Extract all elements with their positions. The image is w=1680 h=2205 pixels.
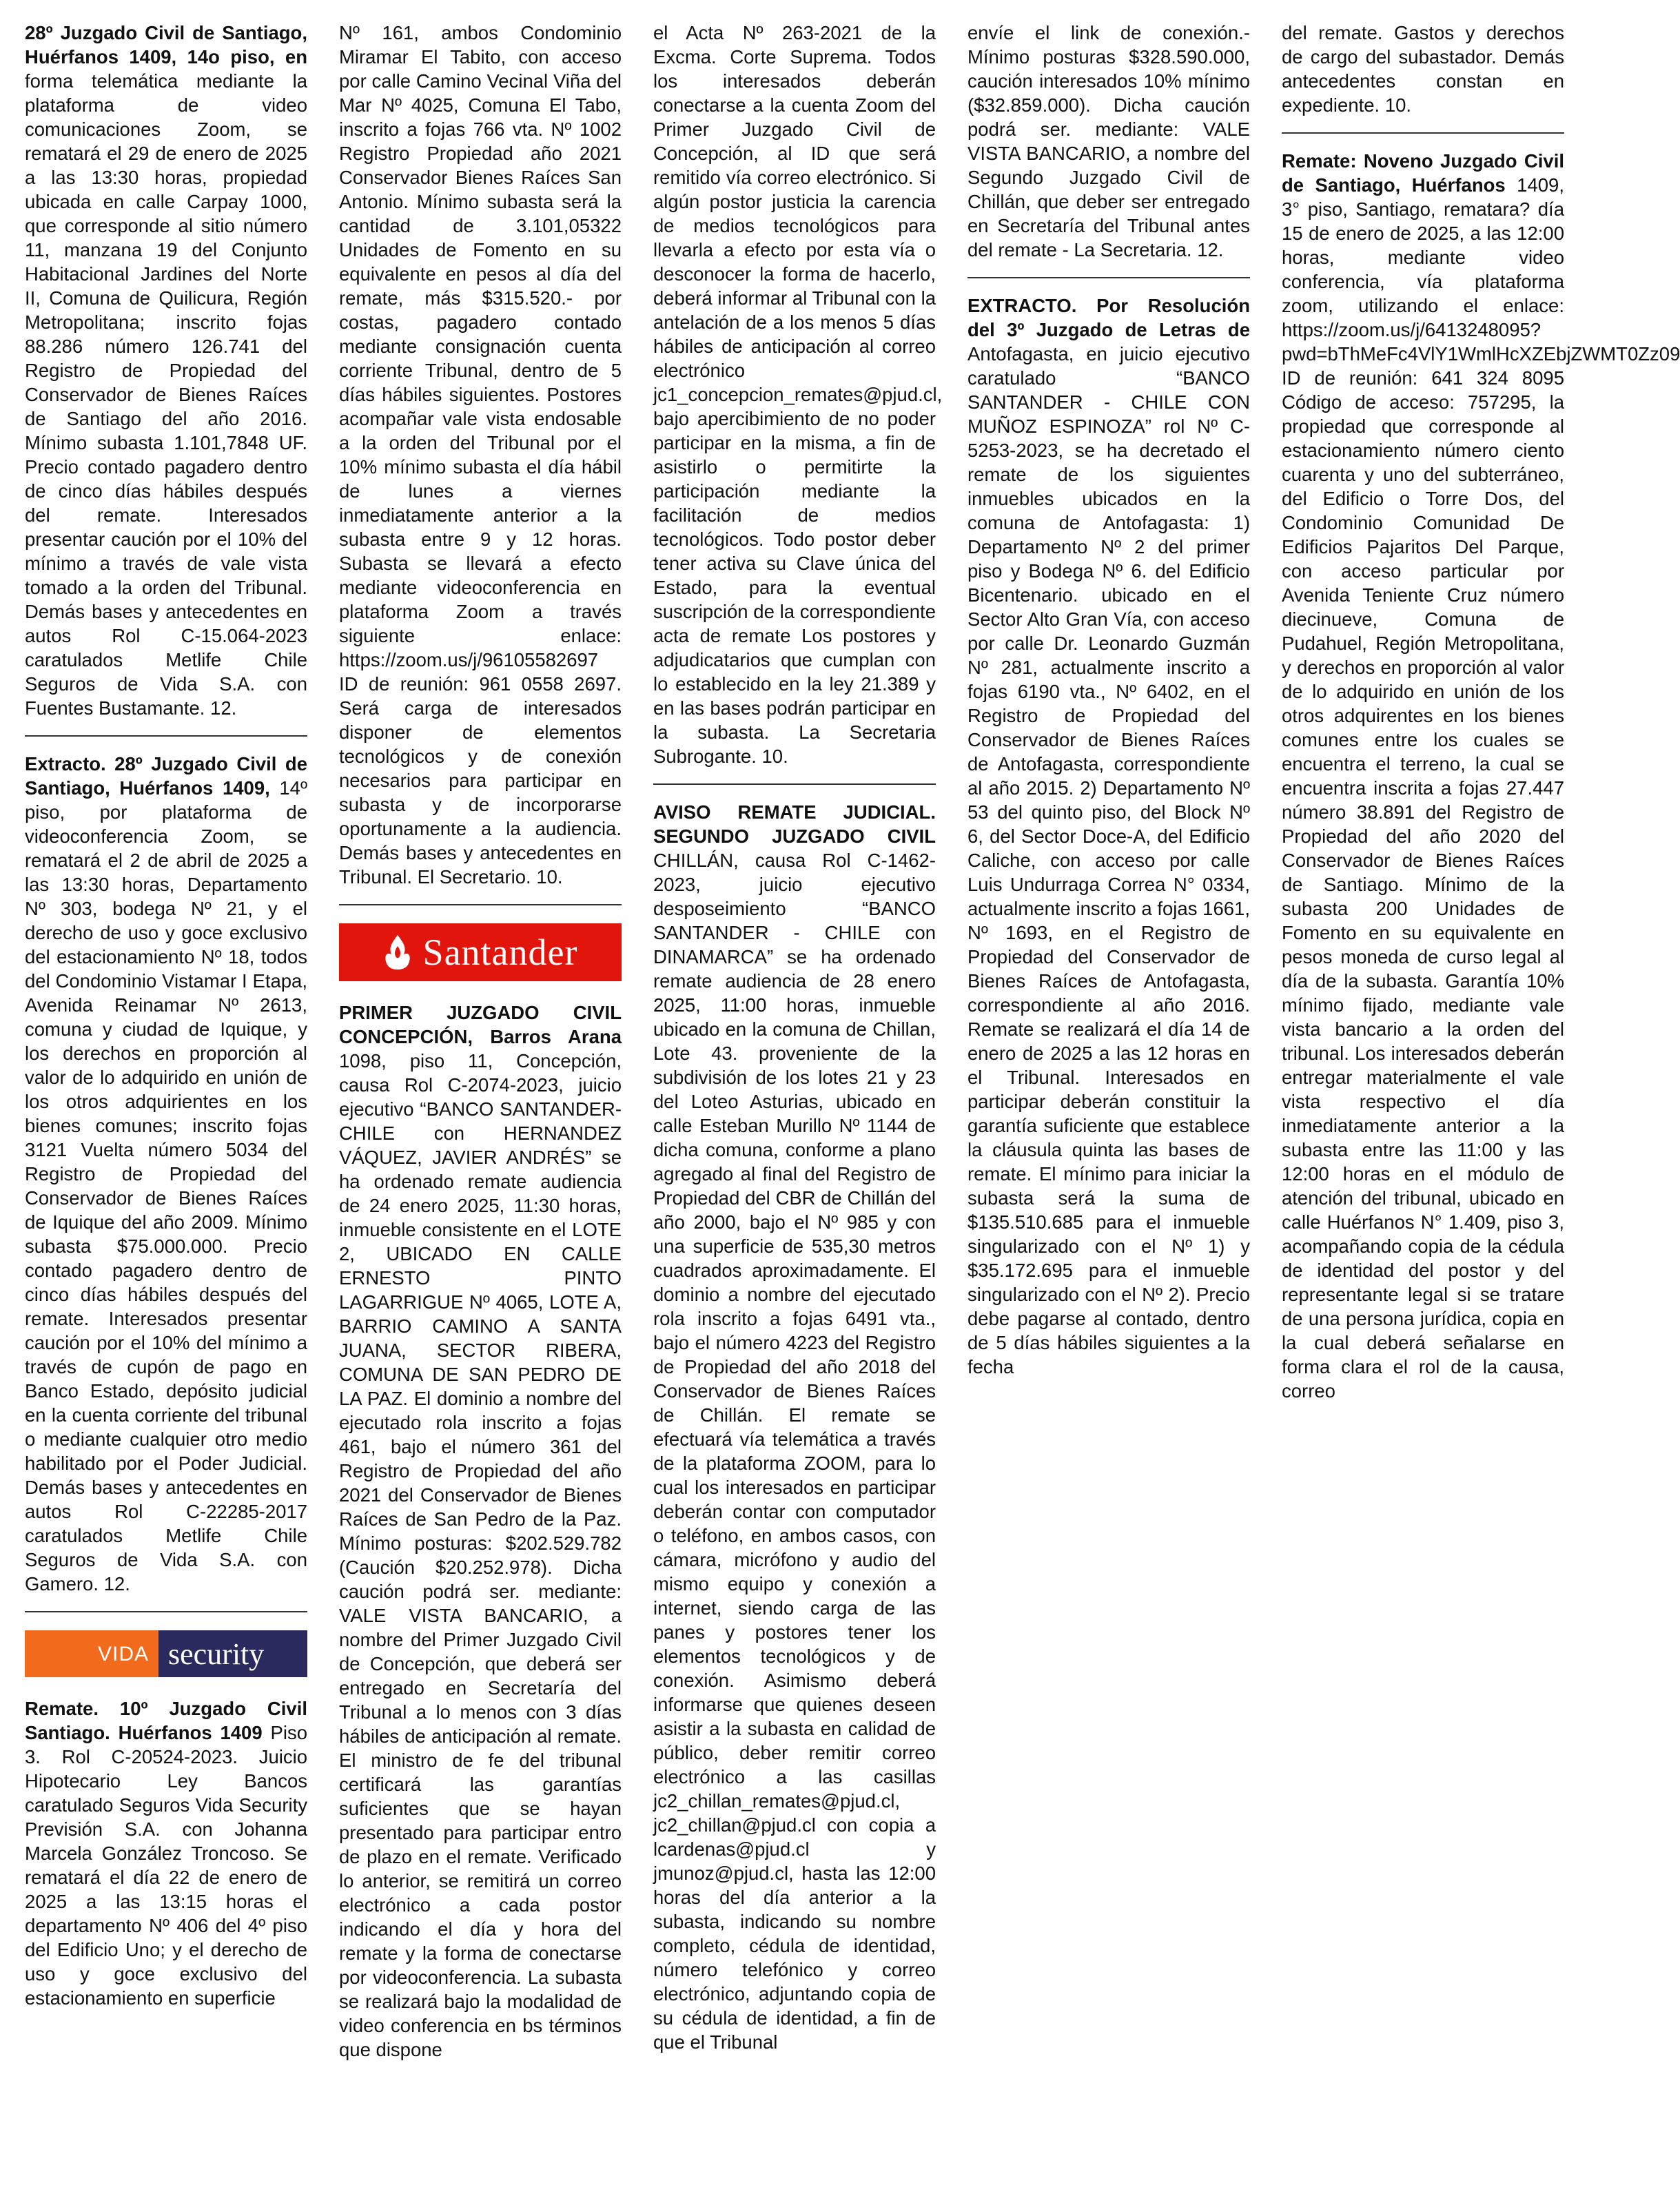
notice-heading: Remate. 10º Juzgado Civil Santiago. Huérfanos 1409 <box>25 1698 307 1743</box>
notice-body: envíe el link de conexión.- Mínimo posturas $328.590.000, caución interesados 10% mínimo ($32.859.000). Dicha caución podrá ser. mediante: VALE VISTA BANCARIO, a nombre del Segundo Juzgado Civil de Chillán, que deber ser entregado en Secretaría del Tribunal antes del remate - La Secretaria. 12. <box>967 22 1250 260</box>
column-2 <box>339 21 622 2205</box>
divider <box>967 277 1250 278</box>
notice-remate-28-juzgado-carpay <box>25 21 307 720</box>
notice-body: el Acta Nº 263-2021 de la Excma. Corte Suprema. Todos los interesados deberán conectarse a la cuenta Zoom del Primer Juzgado Civil de Concepción, al ID que será remitido vía correo electrónico. Si algún postor justicia la carencia de medios tecnológicos para llevarla a efecto por esta vía o desconocer la forma de hacerlo, deberá informar al Tribunal con la antelación de a los menos 5 días hábiles de anticipación al correo electrónico jc1_concepcion_remates@pjud.cl, bajo apercibimiento de no poder participar en la misma, a fin de asistirlo o permitirte la participación mediante la facilitación de medios tecnológicos. Todo postor deber tener activa su Clave única del Estado, para la eventual suscripción de la correspondiente acta de remate Los postores y adjudicatarios que cumplan con lo establecido en la ley 21.389 y en las bases podrán participar en la subasta. La Secretaria Subrogante. 10. <box>653 22 943 767</box>
notice-remate-noveno-juzgado <box>1282 149 1680 1403</box>
column-3 <box>653 21 943 2205</box>
notice-primer-juzgado-concepcion <box>339 1001 622 2062</box>
notice-continuation-concepcion <box>653 21 943 768</box>
column-1 <box>25 21 307 2205</box>
notice-body: CHILLÁN, causa Rol C-1462-2023, juicio ejecutivo desposeimiento “BANCO SANTANDER - CHILE con DINAMARCA” se ha ordenado remate audiencia de 28 enero 2025, 11:00 horas, inmueble ubicado en la comuna de Chillan, Lote 43. proveniente de la subdivisión de los lotes 21 y 23 del Loteo Asturias, ubicado en calle Esteban Murillo Nº 1144 de dicha comuna, conforme a plano agregado al final del Registro de Propiedad del CBR de Chillán del año 2000, bajo el Nº 985 y con una superficie de 535,30 metros cuadrados aproximadamente. El dominio a nombre del ejecutado rola inscrito a fojas 6491 vta., bajo el número 4223 del Registro de Propiedad del año 2018 del Conservador de Bienes Raíces de Chillán. El remate se efectuará vía telemática a través de la plataforma ZOOM, para lo cual los interesados en participar deberán contar con computador o teléfono, en ambos casos, con cámara, micrófono y audio del mismo equipo y conexión a internet, siendo carga de las panes y postores tener los elementos tecnológicos y de conexión. Asimismo deberá informarse que quienes deseen asistir a la subasta en calidad de público, deber remitir correo electrónico a las casillas jc2_chillan_remates@pjud.cl, jc2_chillan@pjud.cl con copia a lcardenas@pjud.cl y jmunoz@pjud.cl, hasta las 12:00 horas del día anterior a la subasta, indicando su nombre completo, cédula de identidad, número telefónico y correo electrónico, adjuntando copia de su cédula de identidad, a fin de que el Tribunal <box>653 850 936 2053</box>
notice-extracto-28-juzgado-iquique <box>25 752 307 1596</box>
notice-heading: 28º Juzgado Civil de Santiago, Huérfanos 1409, 14o piso, en <box>25 22 307 68</box>
notice-heading: PRIMER JUZGADO CIVIL CONCEPCIÓN, Barros Arana <box>339 1002 622 1047</box>
notice-continuation-el-tabito <box>339 21 622 889</box>
notice-heading: EXTRACTO. Por Resolución del 3º Juzgado de Letras de <box>967 295 1250 340</box>
notice-body: Piso 3. Rol C-20524-2023. Juicio Hipotecario Ley Bancos caratulado Seguros Vida Security Previsión S.A. con Johanna Marcela González Troncoso. Se rematará el día 22 de enero de 2025 a las 13:15 horas el departamento Nº 406 del 4º piso del Edificio Uno; y el derecho de uso y goce exclusivo del estacionamiento en superficie <box>25 1722 308 2009</box>
divider <box>25 1611 307 1612</box>
notice-body: Antofagasta, en juicio ejecutivo caratulado “BANCO SANTANDER - CHILE CON MUÑOZ ESPINOZA” rol Nº C-5253-2023, se ha decretado el remate de los siguientes inmuebles ubicados en la comuna de Antofagasta: 1) Departamento Nº 2 del primer piso y Bodega Nº 6. del Edificio Bicentenario. ubicado en el Sector Alto Gran Vía, con acceso por calle Dr. Leonardo Guzmán Nº 281, actualmente inscrito a fojas 6190 vta., Nº 6402, en el Registro de Propiedad del Conservador de Bienes Raíces de Antofagasta, correspondiente al año 2015. 2) Departamento Nº 53 del quinto piso, del Block Nº 6, del Sector Doce-A, del Edificio Caliche, con acceso por calle Luis Undurraga Correa N° 0334, actualmente inscrito a fojas 1661, Nº 1693, en el Registro de Propiedad del Conservador de Bienes Raíces de Antofagasta, correspondiente al año 2016. Remate se realizará el día 14 de enero de 2025 a las 12 horas en el Tribunal. Interesados en participar deberán constituir la garantía suficiente que establece la cláusula quinta las bases de remate. El mínimo para iniciar la subasta será la suma de $135.510.685 para el inmueble singularizado con el Nº 1) y $35.172.695 para el inmueble singularizado con el Nº 2). Precio debe pagarse al contado, dentro de 5 días hábiles siguientes a la fecha <box>967 343 1250 1377</box>
notice-continuation-antofagasta <box>1282 21 1564 117</box>
notice-body: 1098, piso 11, Concepción, causa Rol C-2074-2023, juicio ejecutivo “BANCO SANTANDER-CHILE con HERNANDEZ VÁQUEZ, JAVIER ANDRÉS” se ha ordenado remate audiencia de 24 enero 2025, 11:30 horas, inmueble consistente en el LOTE 2, UBICADO EN CALLE ERNESTO PINTO LAGARRIGUE Nº 4065, LOTE A, BARRIO CAMINO A SANTA JUANA, SECTOR RIBERA, COMUNA DE SAN PEDRO DE LA PAZ. El dominio a nombre del ejecutado rola inscrito a fojas 461, bajo el número 361 del Registro de Propiedad del año 2021 del Conservador de Bienes Raíces de San Pedro de la Paz. Mínimo posturas: $202.529.782 (Caución $20.252.978). Dicha caución podrá ser. mediante: VALE VISTA BANCARIO, a nombre del Primer Juzgado Civil de Concepción, que deberá ser entregado en Secretaría del Tribunal a lo menos con 3 días hábiles de anticipación al remate. El ministro de fe del tribunal certificará las garantías suficientes que se hayan presentado para participar entro de plazo en el remate. Verificado lo anterior, se remitirá un correo electrónico a cada postor indicando el día y hora del remate y la forma de conectarse por videoconferencia. La subasta se realizará bajo la modalidad de video conferencia en bs términos que dispone <box>339 1050 622 2060</box>
divider <box>653 783 936 785</box>
vida-security-logo <box>25 1630 307 1677</box>
divider <box>1282 132 1564 134</box>
column-4 <box>967 21 1250 2205</box>
vida-logo-text: VIDA <box>25 1630 158 1677</box>
notice-heading: Remate: Noveno Juzgado Civil de Santiago, Huérfanos <box>1282 150 1564 196</box>
notice-body: forma telemática mediante la plataforma de video comunicaciones Zoom, se rematará el 29 de enero de 2025 a las 13:30 horas, propiedad ubicada en calle Carpay 1000, que corresponde al sitio número 11, manzana 19 del Conjunto Habitacional Jardines del Norte II, Comuna de Quilicura, Región Metropolitana; inscrito fojas 88.286 número 126.741 del Registro de Propiedad del Conservador de Bienes Raíces de Santiago del año 2016. Mínimo subasta 1.101,7848 UF. Precio contado pagadero dentro de cinco días hábiles después del remate. Interesados presentar caución por el 10% del mínimo a través de vale vista tomado a la orden del Tribunal. Demás bases y antecedentes en autos Rol C-15.064-2023 caratulados Metlife Chile Seguros de Vida S.A. con Fuentes Bustamante. 12. <box>25 70 307 719</box>
notice-remate-10-juzgado <box>25 1696 307 2010</box>
notice-body: del remate. Gastos y derechos de cargo del subastador. Demás antecedentes constan en expediente. 10. <box>1282 22 1564 116</box>
column-5 <box>1282 21 1680 2205</box>
santander-flame-icon <box>383 934 412 971</box>
notice-heading: Extracto. 28º Juzgado Civil de Santiago, Huérfanos 1409, <box>25 753 307 799</box>
notice-aviso-remate-chillan <box>653 800 936 2054</box>
notice-body: 14º piso, por plataforma de videoconferencia Zoom, se rematará el 2 de abril de 2025 a las 13:30 horas, Departamento Nº 303, bodega Nº 21, y el derecho de uso y goce exclusivo del estacionamiento Nº 18, todos del Condominio Vistamar I Etapa, Avenida Reinamar Nº 2613, comuna y ciudad de Iquique, y los derechos en proporción al valor de lo adquirido en unión de los otros adquirientes en los bienes comunes; inscrito fojas 3121 Vuelta número 5034 del Registro de Propiedad del Conservador de Bienes Raíces de Iquique del año 2009. Mínimo subasta $75.000.000. Precio contado pagadero dentro de cinco días hábiles después del remate. Interesados presentar caución por el 10% del mínimo a través de cupón de pago en Banco Estado, depósito judicial en la cuenta corriente del tribunal o mediante cualquier otro medio habilitado por el Poder Judicial. Demás bases y antecedentes en autos Rol C-22285-2017 caratulados Metlife Chile Seguros de Vida S.A. con Gamero. 12. <box>25 777 307 1594</box>
divider <box>339 904 622 905</box>
notice-heading: AVISO REMATE JUDICIAL. SEGUNDO JUZGADO CIVIL <box>653 801 936 847</box>
security-logo-text: security <box>158 1630 307 1677</box>
notice-body: Nº 161, ambos Condominio Miramar El Tabito, con acceso por calle Camino Vecinal Viña del Mar Nº 4025, Comuna El Tabo, inscrito a fojas 766 vta. Nº 1002 Registro Propiedad año 2021 Conservador Bienes Raíces San Antonio. Mínimo subasta será la cantidad de 3.101,05322 Unidades de Fomento en su equivalente en pesos al día del remate, más $315.520.- por costas, pagadero contado mediante consignación cuenta corriente Tribunal, dentro de 5 días hábiles siguientes. Postores acompañar vale vista endosable a la orden del Tribunal por el 10% mínimo subasta el día hábil de lunes a viernes inmediatamente anterior a la subasta entre 9 y 12 horas. Subasta se llevará a efecto mediante videoconferencia en plataforma Zoom a través siguiente enlace: https://zoom.us/j/96105582697 ID de reunión: 961 0558 2697. Será carga de interesados disponer de elementos tecnológicos y de conexión necesarios para participar en subasta y de incorporarse oportunamente a la audiencia. Demás bases y antecedentes en Tribunal. El Secretario. 10. <box>339 22 622 888</box>
notice-body: 1409, 3° piso, Santiago, rematara? día 15 de enero de 2025, a las 12:00 horas, mediante video conferencia, vía plataforma zoom, utilizando el enlace: https://zoom.us/j/6413248095?pwd=bThMeFc4VlY1WmlHcXZEbjZWMT0Zz09 ID de reunión: 641 324 8095 Código de acceso: 757295, la propiedad que corresponde al estacionamiento número ciento cuarenta y uno del subterráneo, del Edificio o Torre Dos, del Condominio Comunidad De Edificios Pajaritos Del Parque, con acceso particular por Avenida Teniente Cruz número diecinueve, Comuna de Pudahuel, Región Metropolitana, y derechos en proporción al valor de lo adquirido en unión de los otros adquirentes en los bienes comunes entre los cuales se encuentra el terreno, la cual se encuentra inscrita a fojas 27.447 número 38.891 del Registro de Propiedad del año 2020 del Conservador de Bienes Raíces de Santiago. Mínimo de la subasta 200 Unidades de Fomento en su equivalente en pesos moneda de curso legal al día de la subasta. Garantía 10% mínimo fijado, mediante vale vista bancario a la orden del tribunal. Los interesados deberán entregar materialmente el vale vista respectivo el día inmediatamente anterior a la subasta entre las 11:00 y las 12:00 horas en el módulo de atención del tribunal, ubicado en calle Huérfanos N° 1.409, piso 3, acompañando copia de la cédula de identidad del postor y del representante legal si se tratare de una persona jurídica, copia en la cual deberá señalarse en forma clara el rol de la causa, correo <box>1282 174 1680 1402</box>
notice-continuation-chillan <box>967 21 1250 262</box>
notice-extracto-antofagasta <box>967 294 1250 1379</box>
divider <box>25 735 307 737</box>
santander-logo <box>339 923 622 981</box>
santander-logo-text: Santander <box>422 931 578 973</box>
